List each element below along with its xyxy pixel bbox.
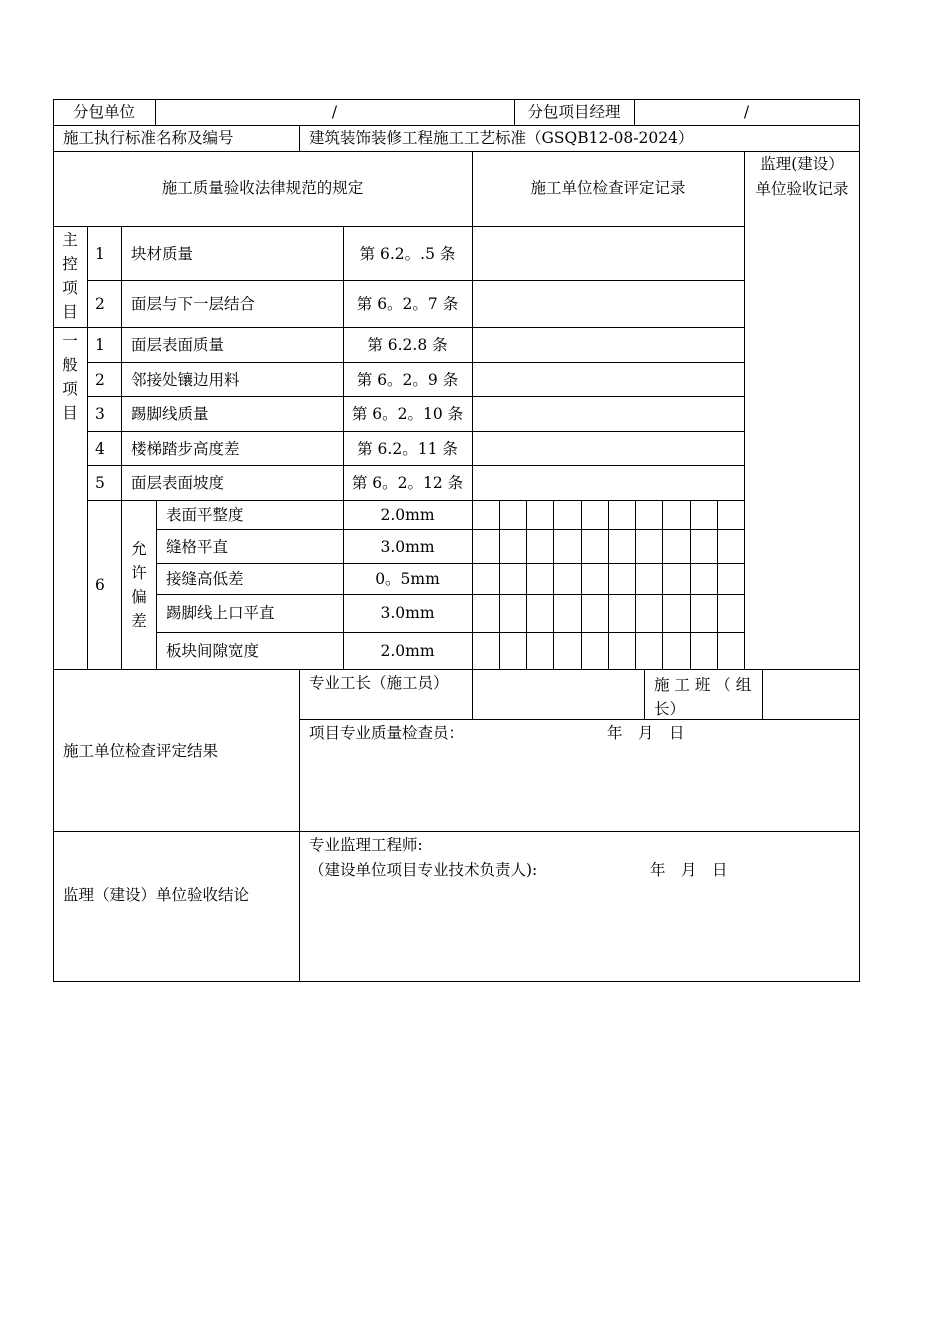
main-item-clause: 第 6.2。.5 条 [359,245,456,263]
team-leader-label: 施 工 班 （ 组 长） [654,676,752,718]
table-line [156,500,157,669]
main-item-name: 面层与下一层结合 [131,295,256,313]
deviation-item-value: 2.0mm [380,506,435,524]
table-border-right [859,99,860,982]
table-line [717,500,718,669]
table-line [690,500,691,669]
deviation-item-name: 接缝高低差 [166,570,244,588]
supervision-column-header: 监理(建设）单位验收记录 [755,155,849,198]
table-line [526,500,527,669]
deviation-item-name: 踢脚线上口平直 [166,604,275,622]
general-item-name: 楼梯踏步高度差 [131,440,240,458]
table-line [644,669,645,719]
general-item-name: 踢脚线质量 [131,405,209,423]
deviation-item-name: 表面平整度 [166,506,244,524]
table-line [635,500,636,669]
table-line [581,500,582,669]
deviation-label: 允许偏差 [131,540,147,630]
foreman-label: 专业工长（施工员） [309,674,449,692]
deviation-item-name: 板块间隙宽度 [166,642,260,660]
general-item-name: 面层表面质量 [131,336,225,354]
table-line [662,500,663,669]
general-item-no: 3 [95,405,105,423]
table-line [53,669,860,670]
supervision-result-label: 监理（建设）单位验收结论 [63,886,250,904]
general-item-clause: 第 6。2。10 条 [351,405,464,423]
sub-manager-label: 分包项目经理 [527,103,621,121]
table-line [744,151,745,669]
table-line [762,669,763,719]
subcontractor-value: / [331,103,338,121]
table-line [553,500,554,669]
main-item-name: 块材质量 [131,245,194,263]
table-line [53,226,745,227]
record-column-header: 施工单位检查评定记录 [530,179,686,197]
table-border-top [53,99,860,100]
table-line [87,226,88,669]
general-item-clause: 第 6。2。9 条 [356,371,459,389]
table-line [53,831,860,832]
table-line [121,226,122,669]
table-line [87,465,745,466]
supervision-engineer-label: 专业监理工程师: [309,836,423,854]
general-item-clause: 第 6。2。12 条 [351,474,464,492]
deviation-item-value: 3.0mm [380,538,435,556]
deviation-no: 6 [95,576,105,594]
table-line [87,280,745,281]
table-line [156,594,745,595]
subcontractor-label: 分包单位 [72,103,135,121]
table-line [156,632,745,633]
general-item-name: 邻接处镶边用料 [131,371,240,389]
table-line [87,500,745,501]
general-item-no: 4 [95,440,105,458]
table-line [299,125,300,151]
deviation-item-value: 3.0mm [380,604,435,622]
spec-column-header: 施工质量验收法律规范的规定 [161,179,364,197]
table-border-bottom [53,981,860,982]
table-line [156,529,745,530]
table-line [499,500,500,669]
table-line [53,327,745,328]
standard-label: 施工执行标准名称及编号 [63,129,234,147]
deviation-item-name: 缝格平直 [166,538,229,556]
inspection-form-table [53,99,860,982]
quality-inspector-label: 项目专业质量检查员： [309,724,465,742]
general-items-label: 一般项目 [62,332,78,422]
table-line [53,125,860,126]
general-item-no: 1 [95,336,105,354]
main-items-label: 主控项目 [62,231,78,321]
table-line [53,151,860,152]
table-line [608,500,609,669]
construction-date-label: 年 月 日 [607,724,685,742]
owner-technical-lead-label: （建设单位项目专业技术负责人): [309,861,538,879]
table-line [156,563,745,564]
table-line [299,669,300,982]
table-line [87,396,745,397]
main-item-no: 1 [95,245,105,263]
main-item-clause: 第 6。2。7 条 [356,295,459,313]
table-line [472,151,473,669]
general-item-clause: 第 6.2。11 条 [357,440,458,458]
standard-value: 建筑装饰装修工程施工工艺标准（GSQB12-08-2024） [309,129,694,147]
main-item-no: 2 [95,295,105,313]
general-item-name: 面层表面坡度 [131,474,225,492]
general-item-clause: 第 6.2.8 条 [367,336,448,354]
deviation-item-value: 0。5mm [375,570,440,588]
table-line [87,362,745,363]
table-line [299,719,860,720]
general-item-no: 5 [95,474,105,492]
table-border-left [53,99,54,982]
supervision-date-label: 年 月 日 [650,861,728,879]
table-line [472,669,473,719]
general-item-no: 2 [95,371,105,389]
table-line [87,431,745,432]
construction-result-label: 施工单位检查评定结果 [63,742,219,760]
sub-manager-value: / [743,103,750,121]
deviation-item-value: 2.0mm [380,642,435,660]
